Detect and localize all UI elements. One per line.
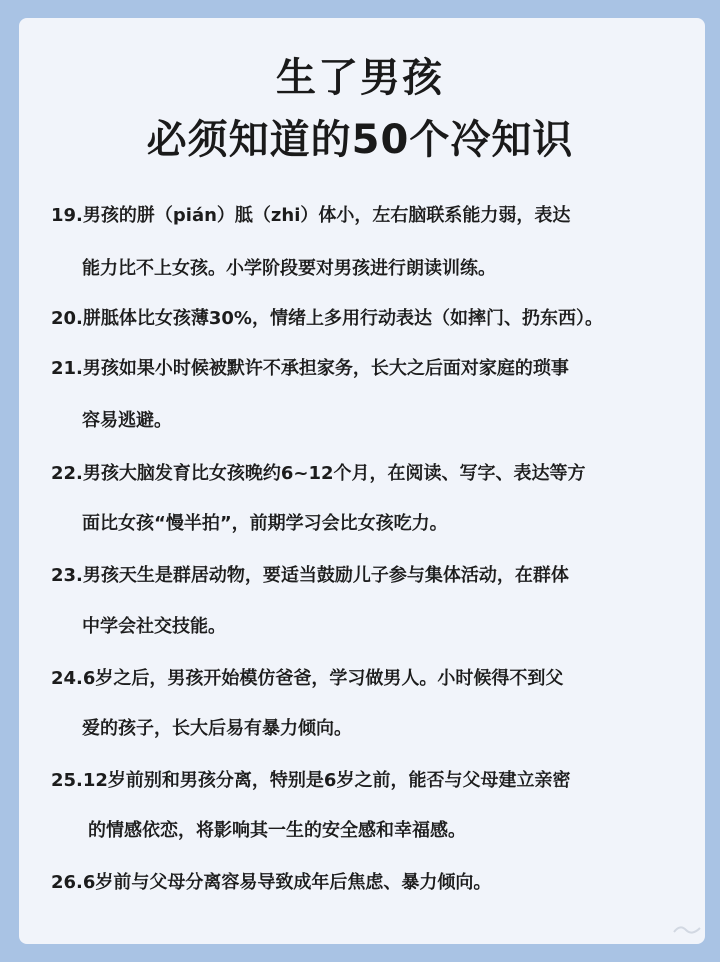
fact-23-line-1: 23.男孩天生是群居动物，要适当鼓励儿子参与集体活动，在群体: [51, 565, 569, 586]
fact-24-line-1: 24.6岁之后，男孩开始模仿爸爸，学习做男人。小时候得不到父: [51, 668, 564, 689]
watermark-icon: [672, 922, 702, 936]
fact-19-line-1: 19.男孩的胼（pián）胝（zhi）体小，左右脑联系能力弱，表达: [51, 205, 571, 226]
title-line-2: 必须知道的50个冷知识: [146, 117, 574, 163]
fact-24-line-2: 爱的孩子，长大后易有暴力倾向。: [82, 718, 352, 739]
fact-21-line-2: 容易逃避。: [82, 410, 172, 431]
fact-22-line-1: 22.男孩大脑发育比女孩晚约6~12个月，在阅读、写字、表达等方: [51, 463, 586, 484]
fact-20-line-1: 20.胼胝体比女孩薄30%，情绪上多用行动表达（如摔门、扔东西）。: [51, 308, 603, 329]
fact-25-line-2: 的情感依恋，将影响其一生的安全感和幸福感。: [88, 820, 466, 841]
fact-19-line-2: 能力比不上女孩。小学阶段要对男孩进行朗读训练。: [82, 258, 496, 279]
fact-25-line-1: 25.12岁前别和男孩分离，特别是6岁之前，能否与父母建立亲密: [51, 770, 571, 791]
fact-26-line-1: 26.6岁前与父母分离容易导致成年后焦虑、暴力倾向。: [51, 872, 492, 893]
fact-21-line-1: 21.男孩如果小时候被默许不承担家务，长大之后面对家庭的琐事: [51, 358, 569, 379]
fact-22-line-2: 面比女孩“慢半拍”，前期学习会比女孩吃力。: [82, 513, 448, 534]
title-line-1: 生了男孩: [276, 55, 444, 101]
fact-23-line-2: 中学会社交技能。: [82, 616, 226, 637]
